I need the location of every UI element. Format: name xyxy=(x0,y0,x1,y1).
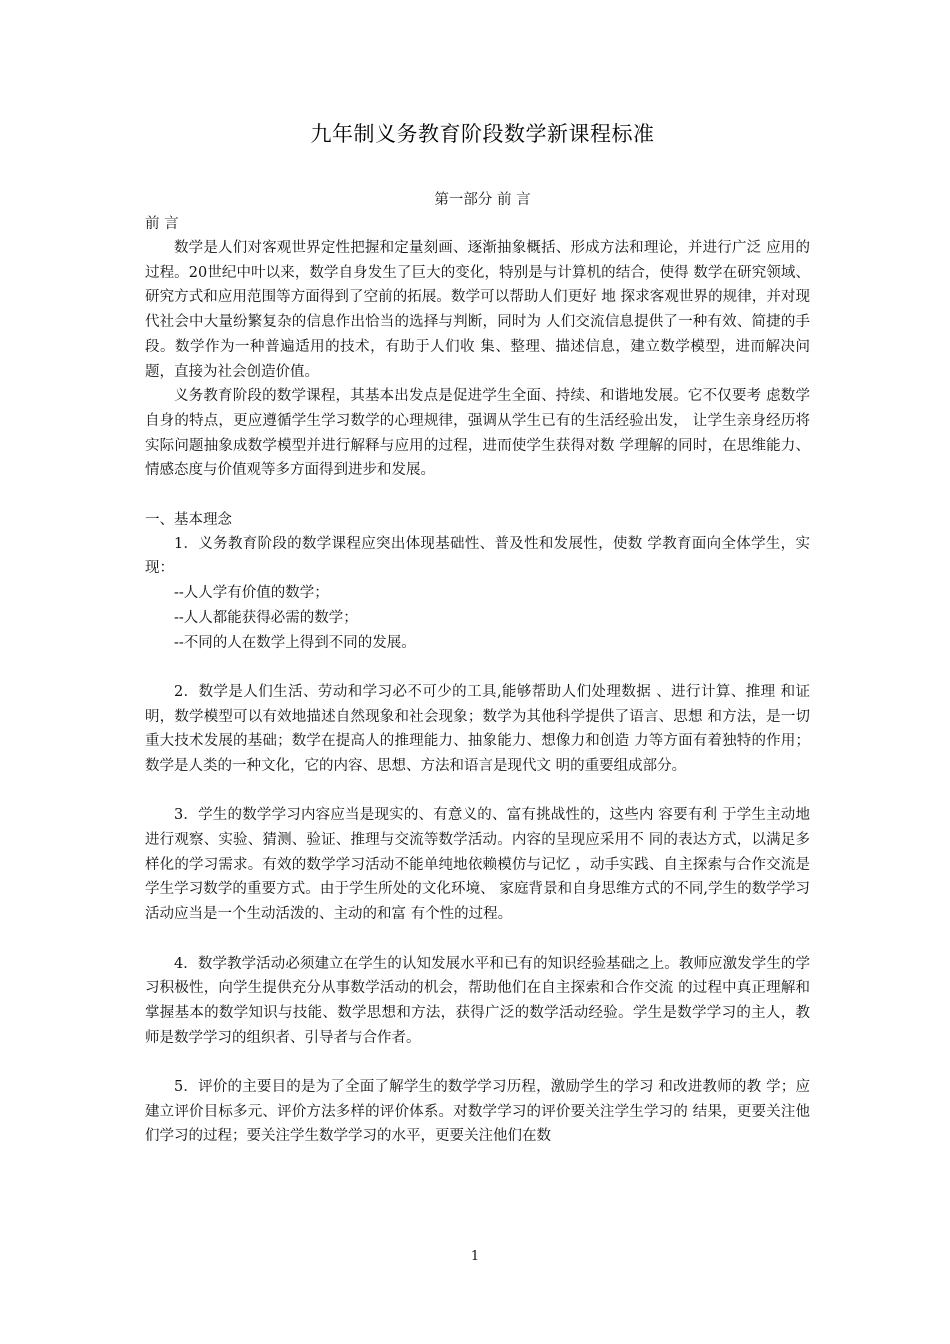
principle-list-item: --不同的人在数学上得到不同的发展。 xyxy=(174,634,416,651)
paragraph-spacer xyxy=(145,927,810,952)
paragraph-spacer xyxy=(145,483,810,508)
principle-list-item: --人人都能获得必需的数学； xyxy=(174,609,358,626)
page-content xyxy=(145,120,810,1149)
principle-paragraph: 1．义务教育阶段的数学课程应突出体现基础性、普及性和发展性，使数 学教育面向全体学生，实现： xyxy=(145,535,810,577)
document-title: 九年制义务教育阶段数学新课程标准 xyxy=(310,122,655,146)
page-number: 1 xyxy=(470,1249,480,1264)
principle-paragraph: 2．数学是人们生活、劳动和学习必不可少的工具,能够帮助人们处理数据 、进行计算、推理 和证明，数学模型可以有效地描述自然现象和社会现象；数学为其他科学提供了语言、思想 和方法，是一切重大技术发展的基础；数学在提高人的推理能力、抽象能力、想像力和创造 力等方面有着独特的作用；数学是人类的一种文化，它的内容、思想、方法和语言是现代文 明的重要组成部分。 xyxy=(145,683,810,774)
paragraph-spacer xyxy=(145,1050,810,1075)
principle-paragraph: 3．学生的数学学习内容应当是现实的、有意义的、富有挑战性的，这些内 容要有利 于学生主动地进行观察、实验、猜测、验证、推理与交流等数学活动。内容的呈现应采用不 同的表达方式，以满足多样化的学习需求。有效的数学学习活动不能单纯地依赖模仿与记忆 ，动手实践、自主探索与合作交流是学生学习数学的重要方式。由于学生所处的文化环境、 家庭背景和自身思维方式的不同,学生的数学学习活动应当是一个生动活泼的、主动的和富 有个性的过程。 xyxy=(145,807,810,923)
paragraph-spacer xyxy=(145,779,810,804)
preface-paragraph: 义务教育阶段的数学课程，其基本出发点是促进学生全面、持续、和谐地发展。它不仅要考 虑数学自身的特点，更应遵循学生学习数学的心理规律，强调从学生已有的生活经验出发， 让学生亲身经历将实际问题抽象成数学模型并进行解释与应用的过程，进而使学生获得对数 学理解的同时，在思维能力、情感态度与价值观等多方面得到进步和发展。 xyxy=(145,388,810,479)
preface-label: 前 言 xyxy=(145,216,179,232)
section-heading: 一、基本理念 xyxy=(145,511,232,528)
principle-paragraph: 4．数学教学活动必须建立在学生的认知发展水平和已有的知识经验基础之上。教师应激发学生的学习积极性，向学生提供充分从事数学活动的机会，帮助他们在自主探索和合作交流 的过程中真正理解和掌握基本的数学知识与技能、数学思想和方法，获得广泛的数学活动经验。学生是数学学习的主人，教师是数学学习的组织者、引导者与合作者。 xyxy=(145,955,810,1046)
principle-list-item: --人人学有价值的数学； xyxy=(174,585,329,602)
principle-paragraph: 5．评价的主要目的是为了全面了解学生的数学学习历程，激励学生的学习 和改进教师的教 学；应建立评价目标多元、评价方法多样的评价体系。对数学学习的评价要关注学生学习的 结果，更要关注他们学习的过程；要关注学生数学学习的水平，更要关注他们在数 xyxy=(145,1079,810,1145)
preface-paragraph: 数学是人们对客观世界定性把握和定量刻画、逐渐抽象概括、形成方法和理论，并进行广泛 应用的过程。20世纪中叶以来，数学自身发生了巨大的变化，特别是与计算机的结合，使得 数学在研究领域、研究方式和应用范围等方面得到了空前的拓展。数学可以帮助人们更好 地 探求客观世界的规律，并对现代社会中大量纷繁复杂的信息作出恰当的选择与判断，同时为 人们交流信息提供了一种有效、简捷的手段。数学作为一种普遍适用的技术，有助于人们收 集、整理、描述信息，建立数学模型，进而解决问题，直接为社会创造价值。 xyxy=(145,240,810,380)
part-heading: 第一部分 前 言 xyxy=(434,192,531,208)
paragraph-spacer xyxy=(145,655,810,680)
